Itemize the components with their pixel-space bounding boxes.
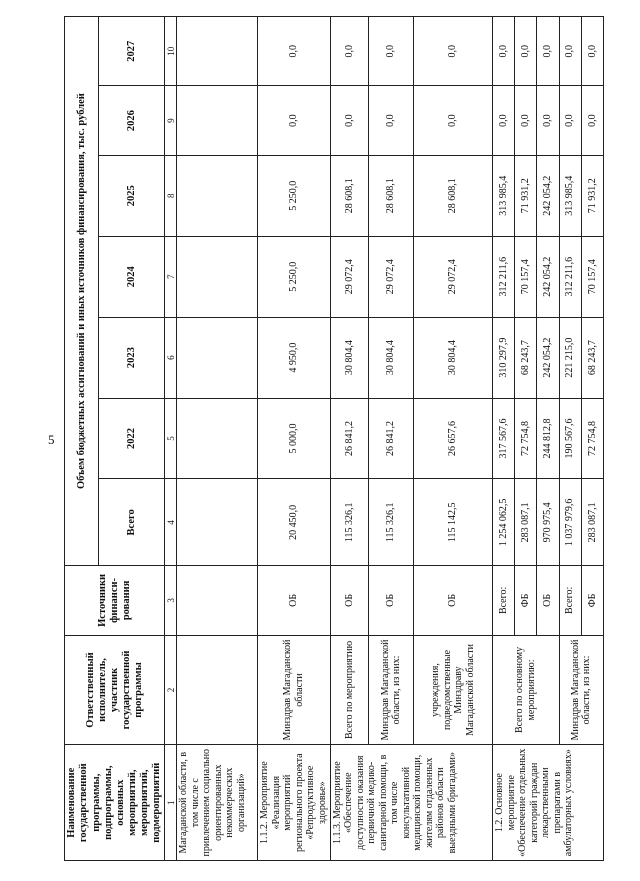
row-executor: Минздрав Магаданской области, из них: [559, 635, 603, 745]
row-value: 70 157,4 [581, 236, 603, 317]
row-value: 0,0 [493, 17, 515, 86]
row-value: 30 804,4 [330, 317, 368, 398]
row-value: 72 754,8 [515, 398, 537, 479]
col-num: 4 [165, 479, 177, 566]
row-value: 0,0 [581, 86, 603, 155]
row-value: 28 608,1 [330, 155, 368, 236]
row-value: 28 608,1 [414, 155, 493, 236]
row-value: 0,0 [258, 86, 331, 155]
row-value: 71 931,2 [581, 155, 603, 236]
row-value: 5 000,0 [258, 398, 331, 479]
header-total: Всего [99, 479, 165, 566]
row-value: 68 243,7 [581, 317, 603, 398]
row-executor: учреждения, подведомственные Минздраву Магаданской области [414, 635, 493, 745]
row-value: 29 072,4 [369, 236, 414, 317]
row-value: 312 211,6 [493, 236, 515, 317]
header-year-2027: 2027 [99, 17, 165, 86]
row-value: 0,0 [559, 17, 581, 86]
row-source: ОБ [330, 566, 368, 635]
row-value: 30 804,4 [369, 317, 414, 398]
row-value: 29 072,4 [414, 236, 493, 317]
col-num: 5 [165, 398, 177, 479]
header-year-2026: 2026 [99, 86, 165, 155]
row-value: 1 037 979,6 [559, 479, 581, 566]
row-value [177, 479, 258, 566]
row-value: 221 215,0 [559, 317, 581, 398]
row-value: 0,0 [581, 17, 603, 86]
header-row-top [65, 17, 99, 861]
col-num: 3 [165, 566, 177, 635]
col-num: 1 [165, 745, 177, 861]
row-value: 0,0 [330, 17, 368, 86]
row-name: Магаданской области, в том числе с привлечением социально ориентированных некоммерческих организаций» [177, 745, 258, 861]
table-row [493, 17, 515, 861]
row-executor [177, 635, 258, 745]
row-value: 244 812,8 [537, 398, 559, 479]
header-executor: Ответственный исполнитель, участник государственной программы [65, 635, 165, 745]
col-num: 9 [165, 86, 177, 155]
row-executor: Минздрав Магаданской области [258, 635, 331, 745]
row-value: 70 157,4 [515, 236, 537, 317]
row-value [177, 86, 258, 155]
col-num: 7 [165, 236, 177, 317]
row-value: 283 087,1 [515, 479, 537, 566]
row-executor: Минздрав Магаданской области, из них: [369, 635, 414, 745]
row-value [177, 236, 258, 317]
table-row [369, 17, 414, 861]
row-source: ОБ [258, 566, 331, 635]
page-number: 5 [48, 432, 55, 447]
row-name: 1.1.2. Мероприятие «Реализация мероприятий регионального проекта «Репродуктивное здоровье» [258, 745, 331, 861]
row-value: 5 250,0 [258, 236, 331, 317]
row-source: ФБ [581, 566, 603, 635]
row-value: 312 211,6 [559, 236, 581, 317]
header-source: Источники финанси-рования [65, 566, 165, 635]
row-value: 0,0 [369, 17, 414, 86]
row-value: 313 985,4 [559, 155, 581, 236]
row-value: 310 297,9 [493, 317, 515, 398]
row-value: 30 804,4 [414, 317, 493, 398]
row-value: 72 754,8 [581, 398, 603, 479]
row-value: 68 243,7 [515, 317, 537, 398]
row-value: 242 054,2 [537, 155, 559, 236]
row-source: Всего: [559, 566, 581, 635]
row-value: 26 841,2 [369, 398, 414, 479]
row-value: 26 657,6 [414, 398, 493, 479]
col-num: 2 [165, 635, 177, 745]
row-value: 0,0 [537, 17, 559, 86]
col-num: 6 [165, 317, 177, 398]
row-value: 115 326,1 [330, 479, 368, 566]
row-value: 1 254 062,5 [493, 479, 515, 566]
col-num: 10 [165, 17, 177, 86]
table-row [177, 17, 258, 861]
col-num: 8 [165, 155, 177, 236]
row-value: 242 054,2 [537, 236, 559, 317]
header-year-2025: 2025 [99, 155, 165, 236]
row-value: 0,0 [559, 86, 581, 155]
column-numbers-row [165, 17, 177, 861]
row-value: 317 567,6 [493, 398, 515, 479]
row-value: 5 250,0 [258, 155, 331, 236]
row-value: 0,0 [414, 17, 493, 86]
row-source: ОБ [537, 566, 559, 635]
row-source [177, 566, 258, 635]
row-source: ФБ [515, 566, 537, 635]
row-value: 115 142,5 [414, 479, 493, 566]
row-value: 0,0 [369, 86, 414, 155]
row-source: ОБ [414, 566, 493, 635]
row-value: 0,0 [493, 86, 515, 155]
row-value: 71 931,2 [515, 155, 537, 236]
row-executor: Всего по основному мероприятию: [493, 635, 560, 745]
row-value: 115 326,1 [369, 479, 414, 566]
row-value [177, 317, 258, 398]
row-name: 1.1.3. Мероприятие «Обеспечение доступности оказания первичной медико-санитарной помощи, в том числе консультативной медицинской помощи, жителям отдаленных районов области выездными бригадами» [330, 745, 492, 861]
funding-table [64, 16, 604, 861]
header-year-2024: 2024 [99, 236, 165, 317]
row-value: 0,0 [515, 17, 537, 86]
table-row [258, 17, 331, 861]
row-value: 28 608,1 [369, 155, 414, 236]
row-value: 242 054,2 [537, 317, 559, 398]
row-value: 4 950,0 [258, 317, 331, 398]
header-name: Наименование государственной программы, подпрограммы, основных мероприятий, мероприятий, подмероприятий [65, 745, 165, 861]
table-row [559, 17, 581, 861]
row-value: 190 567,6 [559, 398, 581, 479]
row-value [177, 398, 258, 479]
table-row [414, 17, 493, 861]
row-value: 0,0 [414, 86, 493, 155]
table-row [330, 17, 368, 861]
header-funding: Объем бюджетных ассигнований и иных источников финансирования, тыс. рублей [65, 17, 99, 566]
row-value: 283 087,1 [581, 479, 603, 566]
row-name: 1.2. Основное мероприятие «Обеспечение отдельных категорий граждан лекарственными препаратами в амбулаторных условиях» [493, 745, 604, 861]
row-source: ОБ [369, 566, 414, 635]
row-value: 26 841,2 [330, 398, 368, 479]
row-value: 0,0 [537, 86, 559, 155]
rotated-table-wrapper [64, 16, 604, 861]
row-value [177, 17, 258, 86]
header-year-2023: 2023 [99, 317, 165, 398]
row-value: 20 450,0 [258, 479, 331, 566]
row-source: Всего: [493, 566, 515, 635]
row-value [177, 155, 258, 236]
row-value: 0,0 [515, 86, 537, 155]
row-value: 313 985,4 [493, 155, 515, 236]
row-value: 29 072,4 [330, 236, 368, 317]
row-value: 0,0 [258, 17, 331, 86]
row-value: 0,0 [330, 86, 368, 155]
header-year-2022: 2022 [99, 398, 165, 479]
row-executor: Всего по мероприятию [330, 635, 368, 745]
row-value: 970 975,4 [537, 479, 559, 566]
